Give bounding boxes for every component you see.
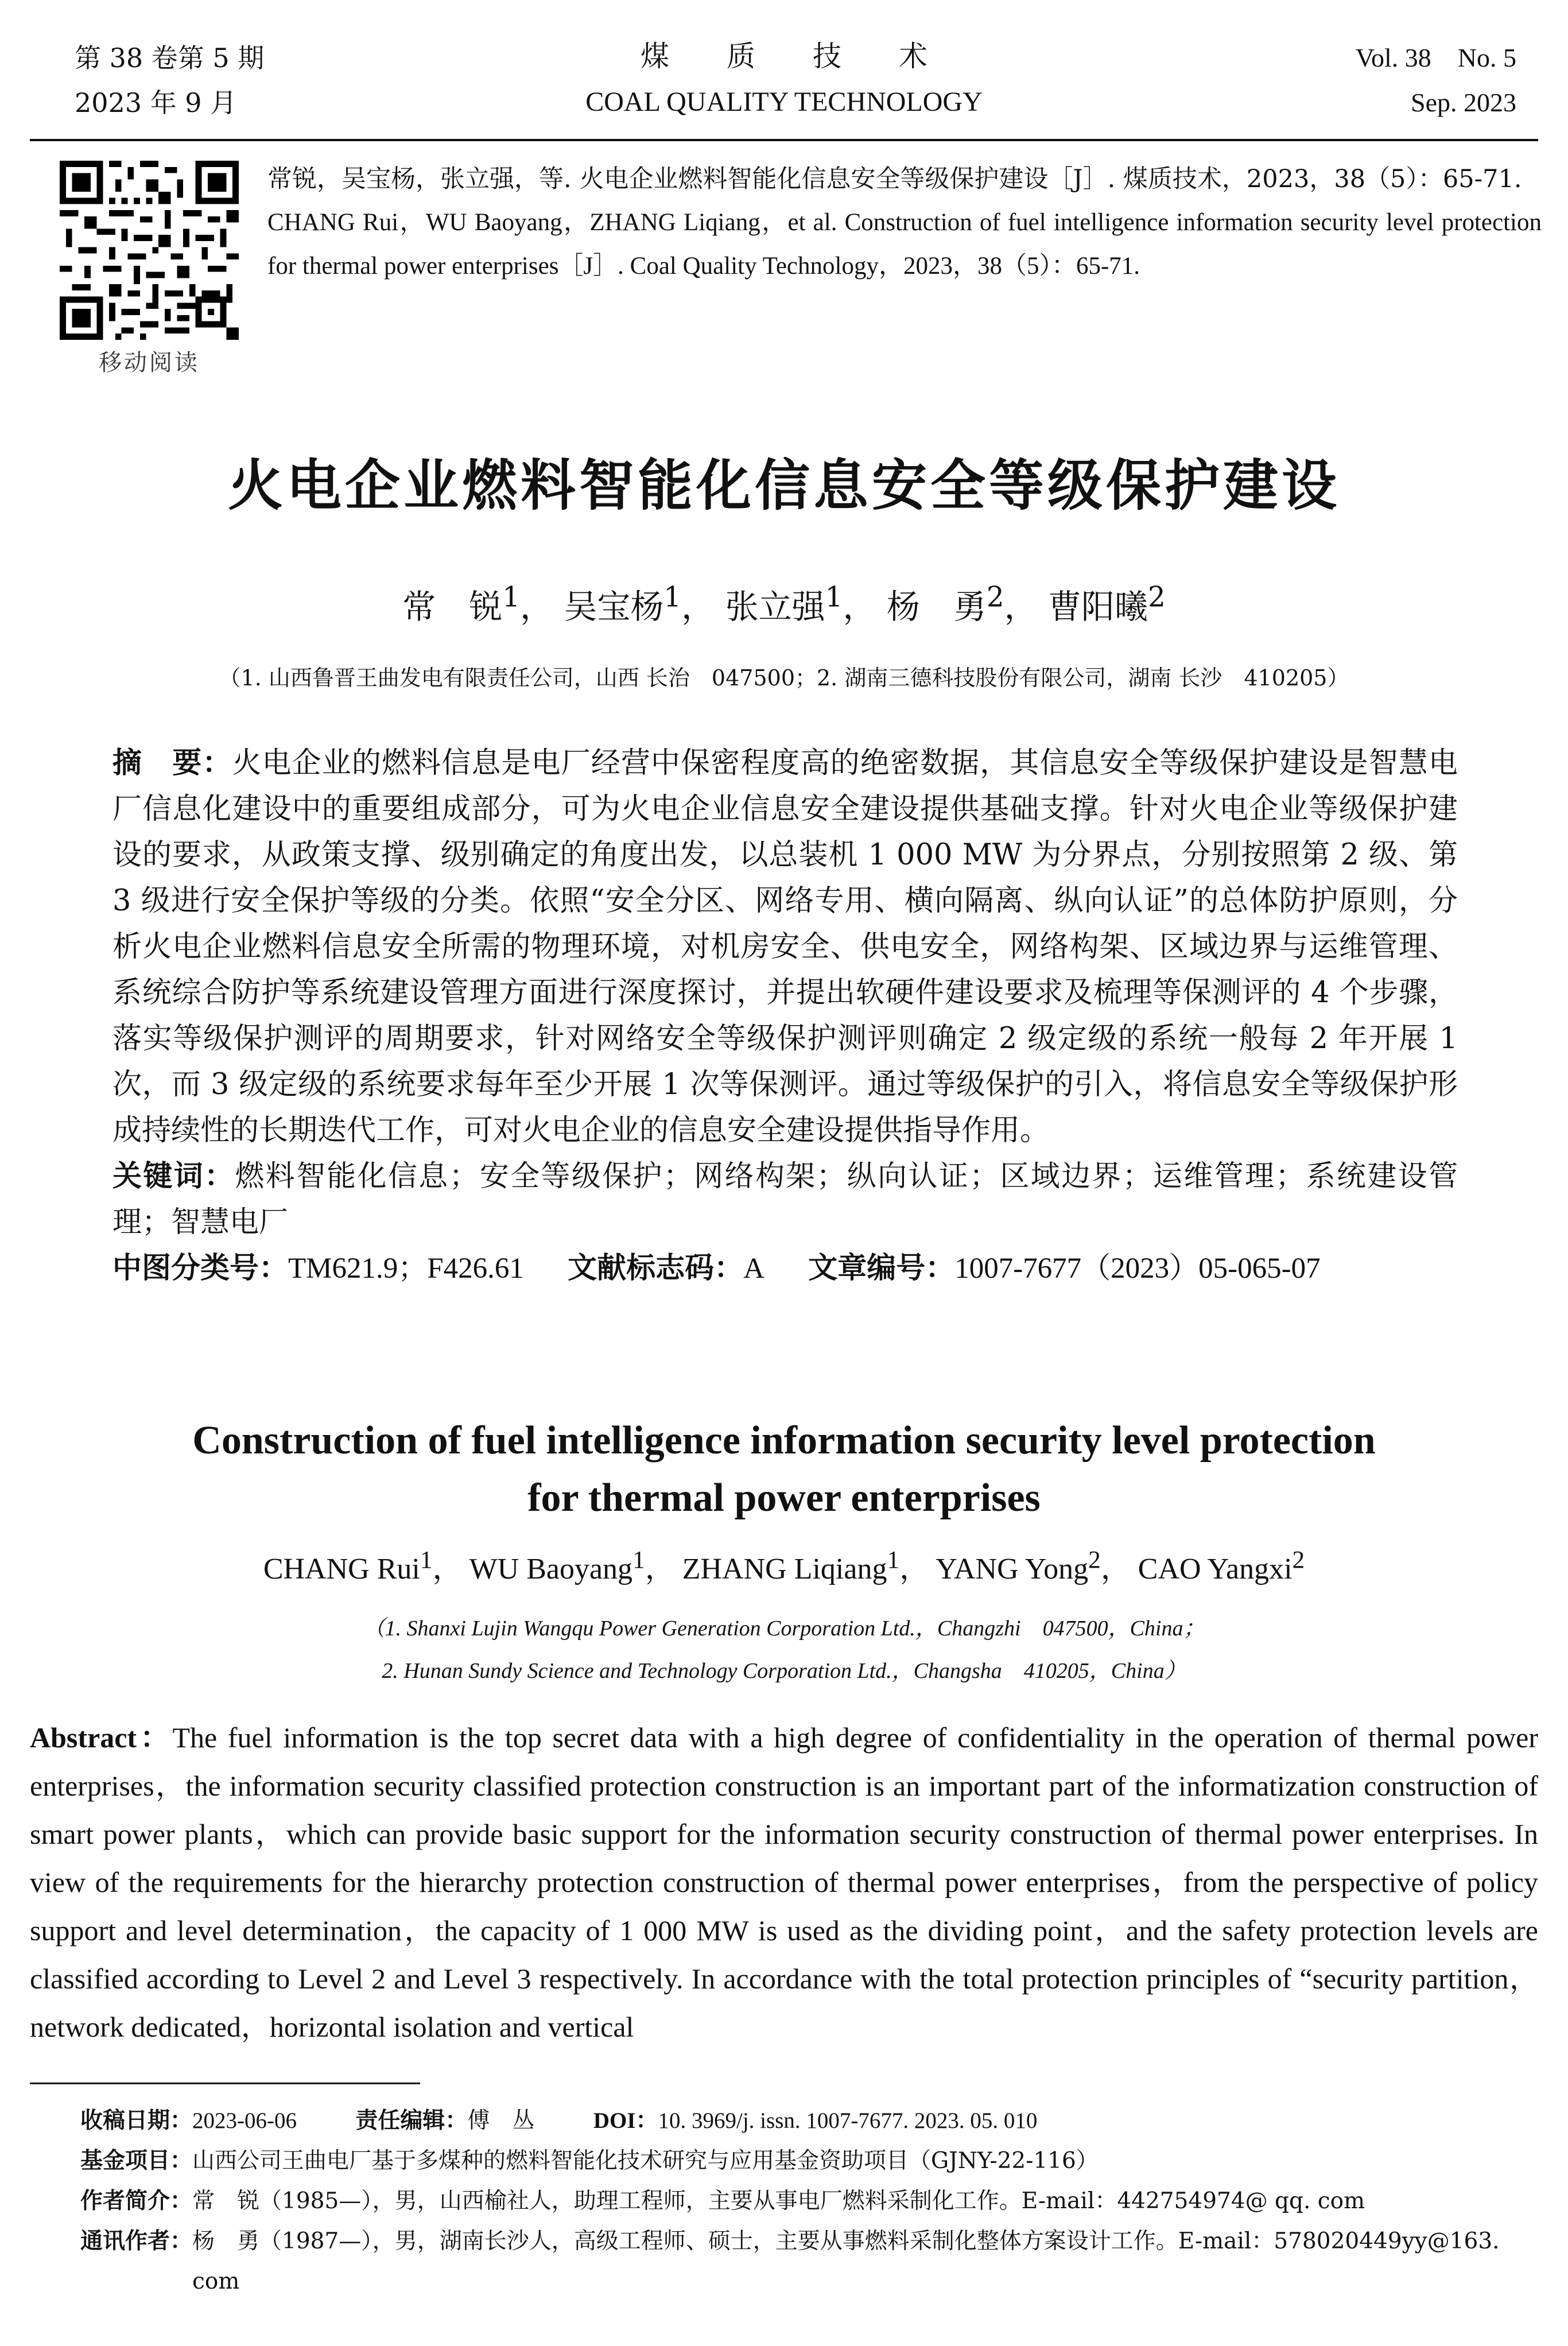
abstract-en-text: The fuel information is the top secret data with a high degree of confidentiality in the operation of thermal power enterprises，the information security classified protection construction is an important part of the informatization construction of smart power plants，which can provide basic support for the information security construction of thermal power enterprises. In view of the requirements for the hierarchy protection construction of thermal power enterprises，from the perspective of policy support and level determination，the capacity of 1 000 MW is used as the dividing point，and the safety protection levels are classified according to Level 2 and Level 3 respectively. In accordance with the total protection principles of “security partition，network dedicated，horizontal isolation and vertical: [30, 1721, 1539, 2043]
author-en: YANG Yong$^2$: [936, 1546, 1101, 1585]
fund-text: 山西公司王曲电厂基于多煤种的燃料智能化技术研究与应用基金资助项目（GJNY-22-116）: [192, 2148, 1099, 2174]
doc-code-label: 文献标志码：: [568, 1251, 744, 1285]
qr-code-icon: [60, 161, 239, 340]
authors-cn: 常 锐$^1$， 吴宝杨$^1$， 张立强$^1$， 杨 勇$^2$， 曹阳曦$^2$: [402, 581, 1166, 626]
footnote-author-row: [80, 2181, 1538, 2221]
doi-value[interactable]: 10. 3969/j. issn. 1007-7677. 2023. 05. 010: [658, 2108, 1038, 2133]
corr-author-text: 杨 勇（1987—），男，湖南长沙人，高级工程师、硕士，主要从事燃料采制化整体方案设计工作。E-mail：578020449yy@163. com: [192, 2228, 1500, 2294]
keywords-cn-text: 燃料智能化信息；安全等级保护；网络构架；纵向认证；区域边界；运维管理；系统建设管理；智慧电厂: [112, 1160, 1458, 1239]
abstract-en-label: Abstract：: [30, 1721, 173, 1754]
header-right: [1356, 36, 1516, 125]
header-rule: [30, 139, 1538, 141]
keywords-cn: [112, 1154, 1458, 1246]
journal-name-en: COAL QUALITY TECHNOLOGY: [585, 87, 983, 117]
date-cn: 2023 年 9 月: [75, 87, 237, 118]
fund-label: 基金项目：: [80, 2148, 193, 2174]
footnote-rule: [30, 2083, 420, 2084]
author-cn: 常 锐$^1$: [402, 581, 520, 626]
affiliation-en-line: 2. Hunan Sundy Science and Technology Corporation Ltd.，Changsha 410205，China）: [382, 1659, 1186, 1683]
received-date: 2023-06-06: [192, 2108, 297, 2133]
author-bio-label: 作者简介：: [80, 2188, 193, 2214]
article-no-value: 1007-7677（2023）05-065-07: [954, 1253, 1321, 1285]
citation-cn: 常锐，吴宝杨，张立强，等. 火电企业燃料智能化信息安全等级保护建设［J］. 煤质技术，2023，38（5）：65-71.: [267, 165, 1522, 193]
editor-name: 傅 丛: [467, 2108, 535, 2134]
qr-label: 移动阅读: [99, 350, 200, 376]
doi-label: DOI：: [593, 2108, 658, 2133]
author-cn: 张立强$^1$: [725, 581, 843, 626]
citation-block: [267, 157, 1542, 288]
abstract-en: [30, 1713, 1538, 2051]
keywords-cn-label: 关键词：: [112, 1160, 235, 1193]
editor-label: 责任编辑：: [355, 2108, 468, 2134]
author-cn: 杨 勇$^2$: [886, 581, 1004, 626]
author-cn: 吴宝杨$^1$: [564, 581, 682, 626]
header-center: [0, 33, 1568, 125]
article-no-label: 文章编号：: [808, 1251, 955, 1285]
received-label: 收稿日期：: [80, 2108, 193, 2134]
doc-code-value: A: [743, 1253, 764, 1285]
qr-code[interactable]: [60, 161, 239, 340]
footnote-corr-row: [80, 2221, 1538, 2302]
author-en: WU Baoyang$^1$: [469, 1546, 645, 1585]
date-en: Sep. 2023: [1411, 88, 1516, 117]
classification-line: [112, 1246, 1458, 1292]
affiliation-en: [0, 1607, 1568, 1692]
title-en: [0, 1412, 1568, 1527]
footnotes: [80, 2101, 1538, 2302]
author-en: CAO Yangxi$^2$: [1138, 1546, 1305, 1585]
abstract-cn-label: 摘 要：: [112, 746, 232, 780]
affiliation-cn: （1. 山西鲁晋王曲发电有限责任公司，山西 长治 047500；2. 湖南三德科技股份有限公司，湖南 长沙 410205）: [219, 665, 1349, 691]
volume-issue-cn: 第 38 卷第 5 期: [75, 42, 265, 73]
citation-en: CHANG Rui，WU Baoyang，ZHANG Liqiang，et al. Construction of fuel intelligence information security level protection for thermal power enterprises［J］. Coal Quality Technology，2023，38（5）：65-71.: [267, 209, 1542, 280]
author-cn: 曹阳曦$^2$: [1048, 581, 1166, 626]
corr-author-label: 通讯作者：: [80, 2228, 193, 2254]
clc-value: TM621.9；F426.61: [288, 1253, 524, 1285]
author-en: CHANG Rui$^1$: [263, 1546, 433, 1585]
title-en-line: for thermal power enterprises: [527, 1476, 1041, 1520]
title-cn: 火电企业燃料智能化信息安全等级保护建设: [228, 453, 1340, 518]
author-bio-text: 常 锐（1985—），男，山西榆社人，助理工程师，主要从事电厂燃料采制化工作。E-mail：442754974@ qq. com: [192, 2188, 1365, 2214]
footnote-received-row: [80, 2101, 1538, 2141]
volume-issue-en: Vol. 38 No. 5: [1355, 43, 1516, 72]
abstract-cn: [112, 740, 1458, 1154]
footnote-fund-row: [80, 2141, 1538, 2181]
journal-name-cn: 煤 质 技 术: [641, 40, 927, 73]
affiliation-en-line: （1. Shanxi Lujin Wangqu Power Generation Corporation Ltd.，Changzhi 047500，China；: [363, 1616, 1205, 1641]
clc-label: 中图分类号：: [112, 1251, 289, 1285]
abstract-cn-block: [112, 740, 1458, 1292]
title-en-line: Construction of fuel intelligence information security level protection: [192, 1418, 1376, 1463]
authors-en: CHANG Rui$^1$， WU Baoyang$^1$， ZHANG Liqiang$^1$， YANG Yong$^2$， CAO Yangxi$^2$: [263, 1546, 1305, 1585]
author-en: ZHANG Liqiang$^1$: [682, 1546, 900, 1585]
abstract-cn-text: 火电企业的燃料信息是电厂经营中保密程度高的绝密数据，其信息安全等级保护建设是智慧电厂信息化建设中的重要组成部分，可为火电企业信息安全建设提供基础支撑。针对火电企业等级保护建设的要求，从政策支撑、级别确定的角度出发，以总装机 1 000 MW 为分界点，分别按照第 2 级、第 3 级进行安全保护等级的分类。依照“安全分区、网络专用、横向隔离、纵向认证”的总体防护原则，分析火电企业燃料信息安全所需的物理环境，对机房安全、供电安全，网络构架、区域边界与运维管理、系统综合防护等系统建设管理方面进行深度探讨，并提出软硬件建设要求及梳理等保测评的 4 个步骤，落实等级保护测评的周期要求，针对网络安全等级保护测评则确定 2 级定级的系统一般每 2 年开展 1 次，而 3 级定级的系统要求每年至少开展 1 次等保测评。通过等级保护的引入，将信息安全等级保护形成持续性的长期迭代工作，可对火电企业的信息安全建设提供指导作用。: [112, 746, 1458, 1147]
